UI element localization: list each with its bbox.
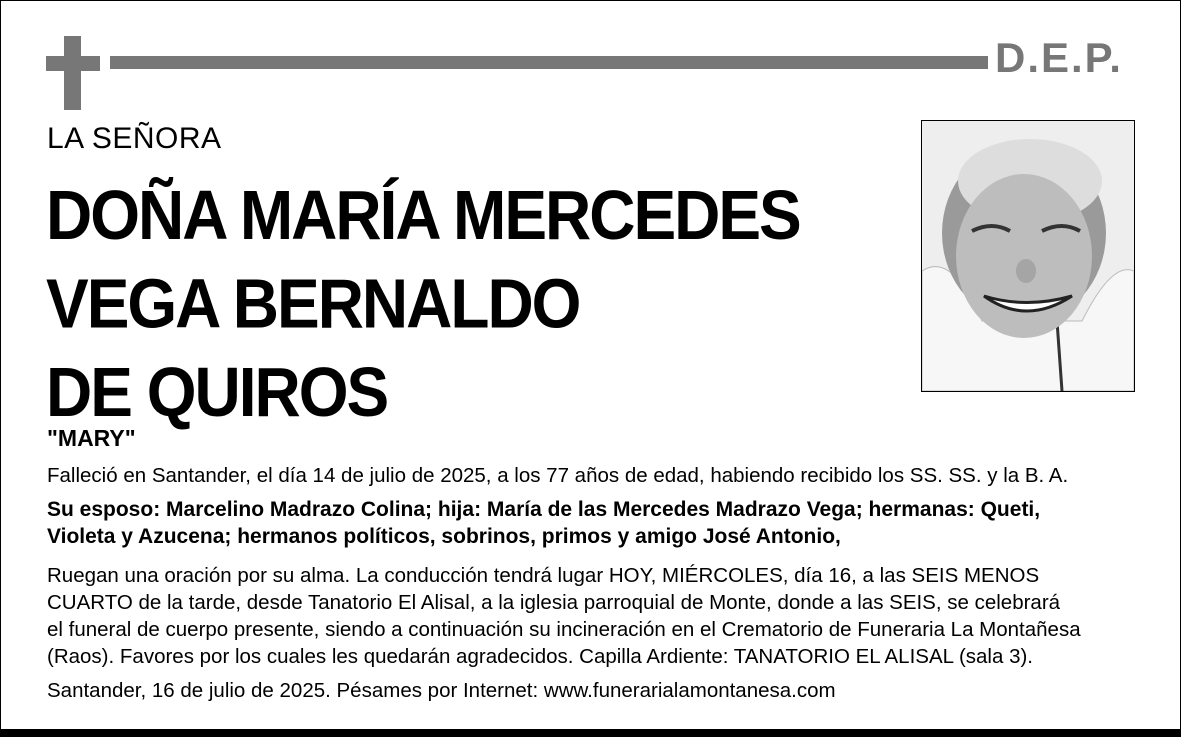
body-line: CUARTO de la tarde, desde Tanatorio El Alisal, a la iglesia parroquial de Monte, donde a las SEIS, se celebrará [47, 591, 1061, 614]
portrait-photo [921, 120, 1135, 392]
header-rule [110, 56, 988, 69]
footer-note: Santander, 16 de julio de 2025. Pésames por Internet: www.funerarialamontanesa.com [47, 679, 836, 702]
death-notice: Falleció en Santander, el día 14 de julio de 2025, a los 77 años de edad, habiendo recibido los SS. SS. y la B. A. [47, 464, 1069, 487]
family-list [47, 496, 1040, 550]
deceased-name [46, 171, 800, 437]
dep-label: D.E.P. [995, 34, 1123, 81]
cross-icon [46, 36, 100, 110]
body-line: Ruegan una oración por su alma. La conducción tendrá lugar HOY, MIÉRCOLES, día 16, a las SEIS MENOS [47, 564, 1040, 587]
bottom-bar [0, 729, 1181, 737]
name-line: VEGA BERNALDO [46, 264, 580, 343]
name-line: DOÑA MARÍA MERCEDES [46, 176, 800, 255]
family-line: Su esposo: Marcelino Madrazo Colina; hija: María de las Mercedes Madrazo Vega; hermanas: Queti, [47, 498, 1041, 521]
portrait-illustration [922, 121, 1134, 391]
body-line: el funeral de cuerpo presente, siendo a continuación su incineración en el Crematorio de Funeraria La Montañesa [47, 618, 1081, 641]
name-line: DE QUIROS [46, 353, 388, 432]
family-line: Violeta y Azucena; hermanos políticos, sobrinos, primos y amigo José Antonio, [47, 525, 841, 548]
ceremony-details [47, 562, 1081, 670]
honorific: LA SEÑORA [47, 122, 222, 155]
body-line: (Raos). Favores por los cuales les quedarán agradecidos. Capilla Ardiente: TANATORIO EL ALISAL (sala 3). [47, 645, 1034, 668]
nickname: "MARY" [47, 425, 136, 451]
